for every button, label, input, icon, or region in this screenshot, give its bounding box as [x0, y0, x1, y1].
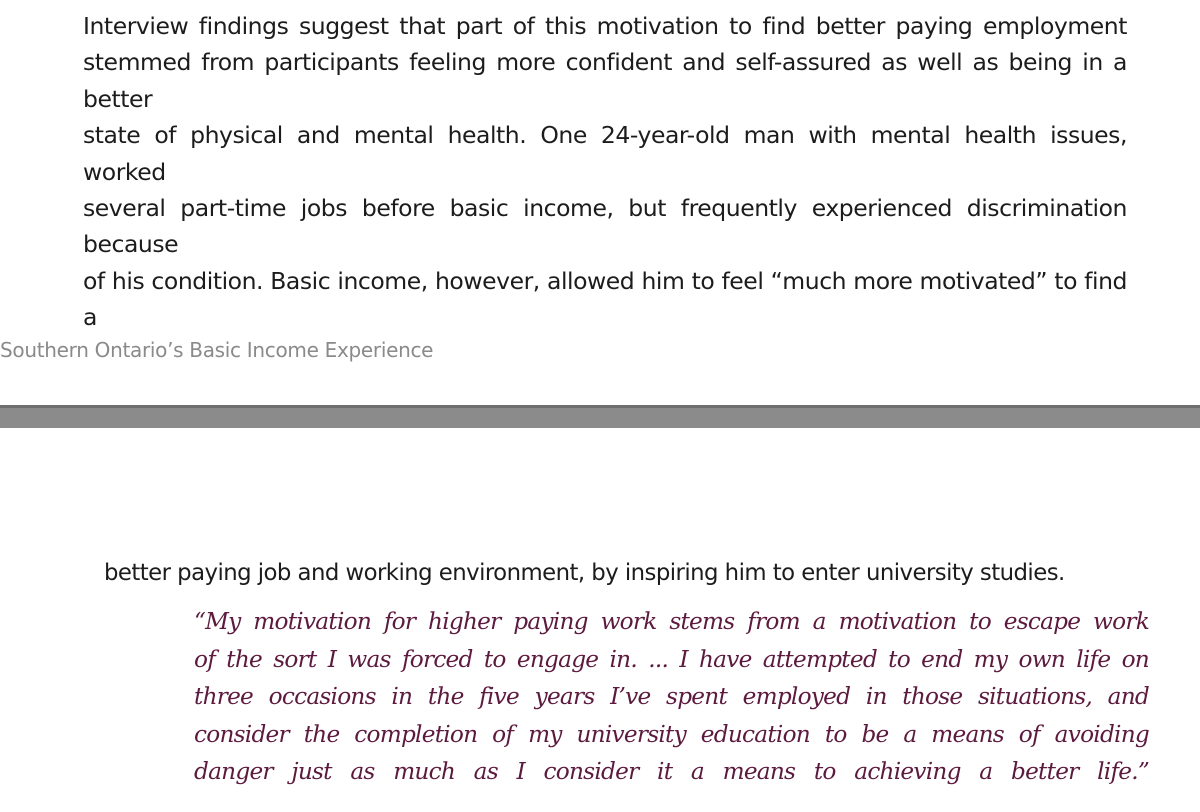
- document-page-bottom: [0, 428, 1200, 812]
- running-footer: Southern Ontario’s Basic Income Experience: [0, 338, 434, 362]
- quote-line: “My motivation for higher paying work stems from a motivation to escape work: [194, 608, 1149, 635]
- page-separator: [0, 405, 1200, 428]
- block-quote: [194, 603, 1149, 791]
- paragraph-line: state of physical and mental health. One 24-year-old man with mental health issues, worked: [83, 121, 1127, 186]
- document-page-top: [0, 0, 1200, 405]
- body-paragraph-top: [83, 8, 1127, 336]
- paragraph-line: several part-time jobs before basic income, but frequently experienced discrimination because: [83, 194, 1127, 259]
- quote-line: of the sort I was forced to engage in. ... I have attempted to end my own life on: [194, 645, 1149, 673]
- quote-line: three occasions in the five years I’ve spent employed in those situations, and: [194, 683, 1149, 710]
- quote-line: danger just as much as I consider it a means to achieving a better life.”: [194, 758, 1149, 785]
- page-separator-shadow: [0, 405, 1200, 408]
- paragraph-line: of his condition. Basic income, however, allowed him to feel “much more motivated” to find a: [83, 266, 1127, 332]
- quote-line: consider the completion of my university education to be a means of avoiding: [194, 720, 1149, 748]
- body-paragraph-bottom: better paying job and working environment, by inspiring him to enter university studies.: [104, 560, 1065, 586]
- paragraph-line: stemmed from participants feeling more confident and self-assured as well as being in a better: [83, 48, 1127, 113]
- paragraph-line: Interview findings suggest that part of this motivation to find better paying employment: [83, 12, 1127, 40]
